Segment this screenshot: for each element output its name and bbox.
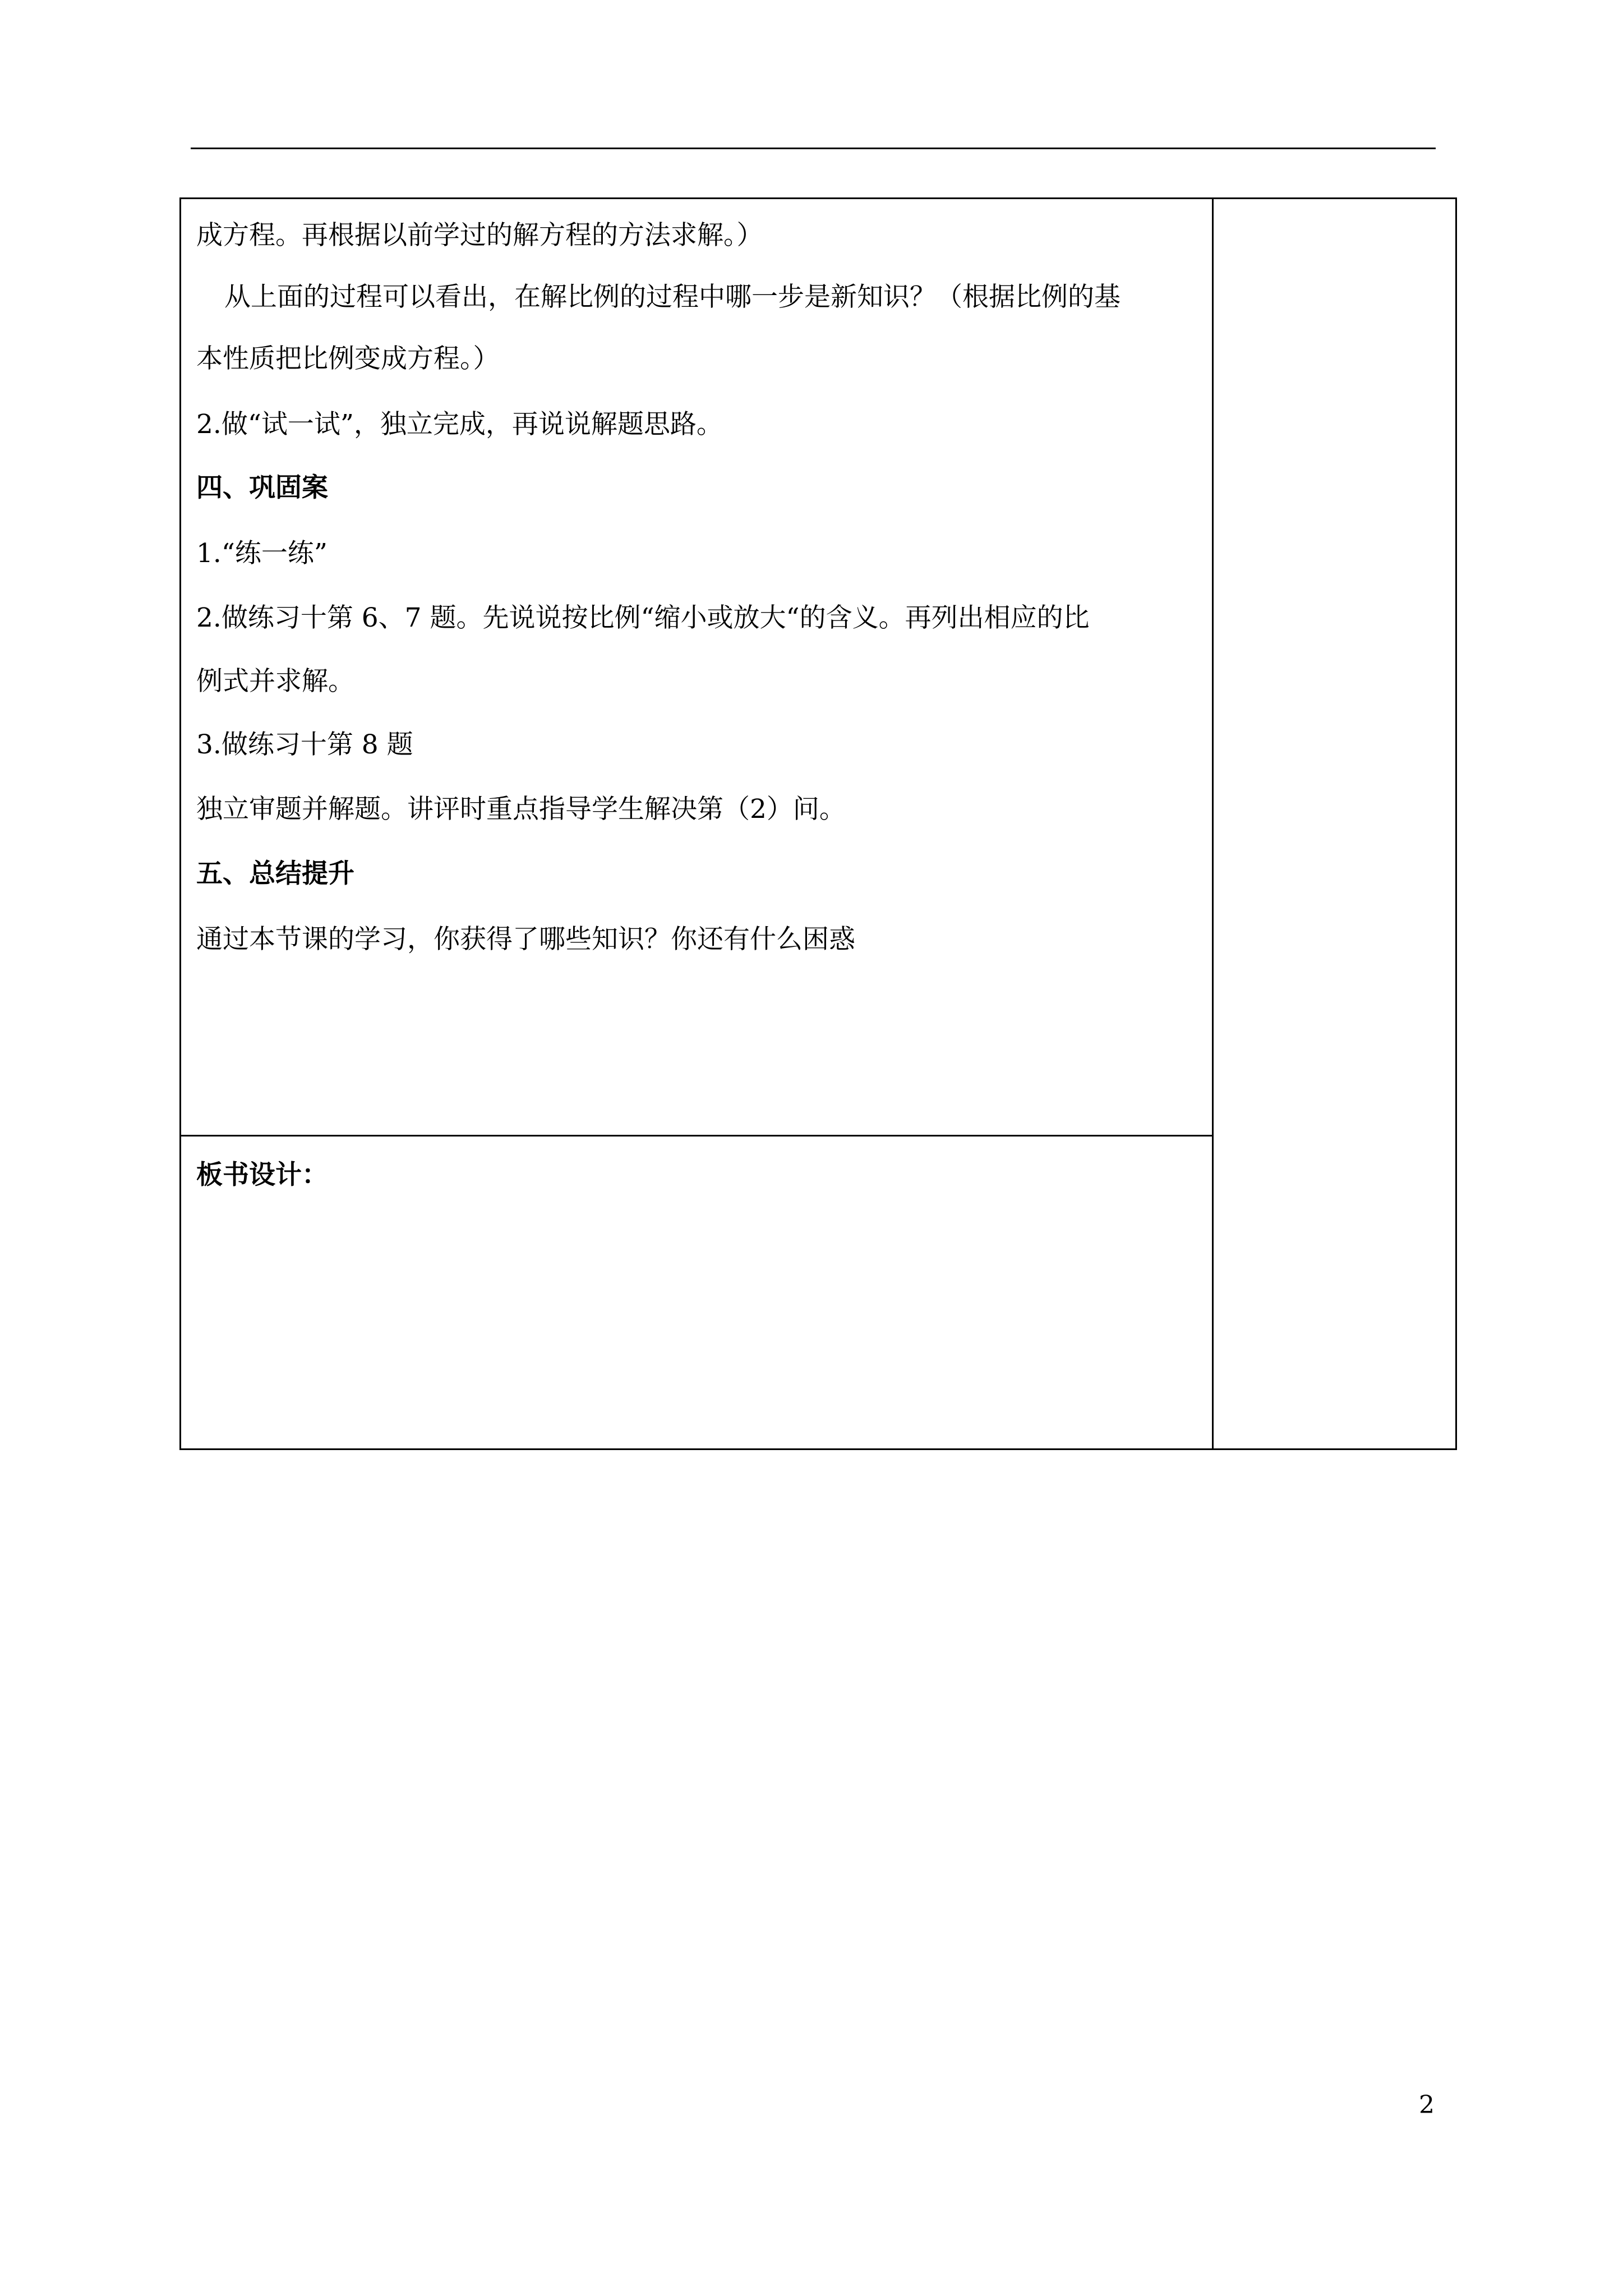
body-line: 通过本节课的学习，你获得了哪些知识？你还有什么困惑 xyxy=(196,924,855,955)
body-line: 3.做练习十第 8 题 xyxy=(196,729,413,760)
column-divider xyxy=(1212,199,1214,1448)
board-design-heading: 板书设计： xyxy=(196,1159,328,1190)
header-rule xyxy=(191,148,1436,149)
body-line: 独立审题并解题。讲评时重点指导学生解决第（2）问。 xyxy=(196,794,846,825)
body-line: 从上面的过程可以看出，在解比例的过程中哪一步是新知识？（根据比例的基 xyxy=(224,282,1121,312)
section-heading: 五、总结提升 xyxy=(196,858,354,889)
body-line: 成方程。再根据以前学过的解方程的方法求解。） xyxy=(196,220,763,251)
page-number: 2 xyxy=(1419,2091,1435,2119)
body-line: 2.做“试一试”，独立完成，再说说解题思路。 xyxy=(196,409,723,440)
body-line: 例式并求解。 xyxy=(196,666,354,697)
lesson-table xyxy=(179,197,1457,1450)
body-line: 1.“练一练” xyxy=(196,538,328,569)
body-line: 本性质把比例变成方程。） xyxy=(196,343,500,374)
body-line: 2.做练习十第 6、7 题。先说说按比例“缩小或放大“的含义。再列出相应的比 xyxy=(196,602,1090,633)
row-divider xyxy=(181,1135,1213,1137)
section-heading: 四、巩固案 xyxy=(196,472,328,503)
